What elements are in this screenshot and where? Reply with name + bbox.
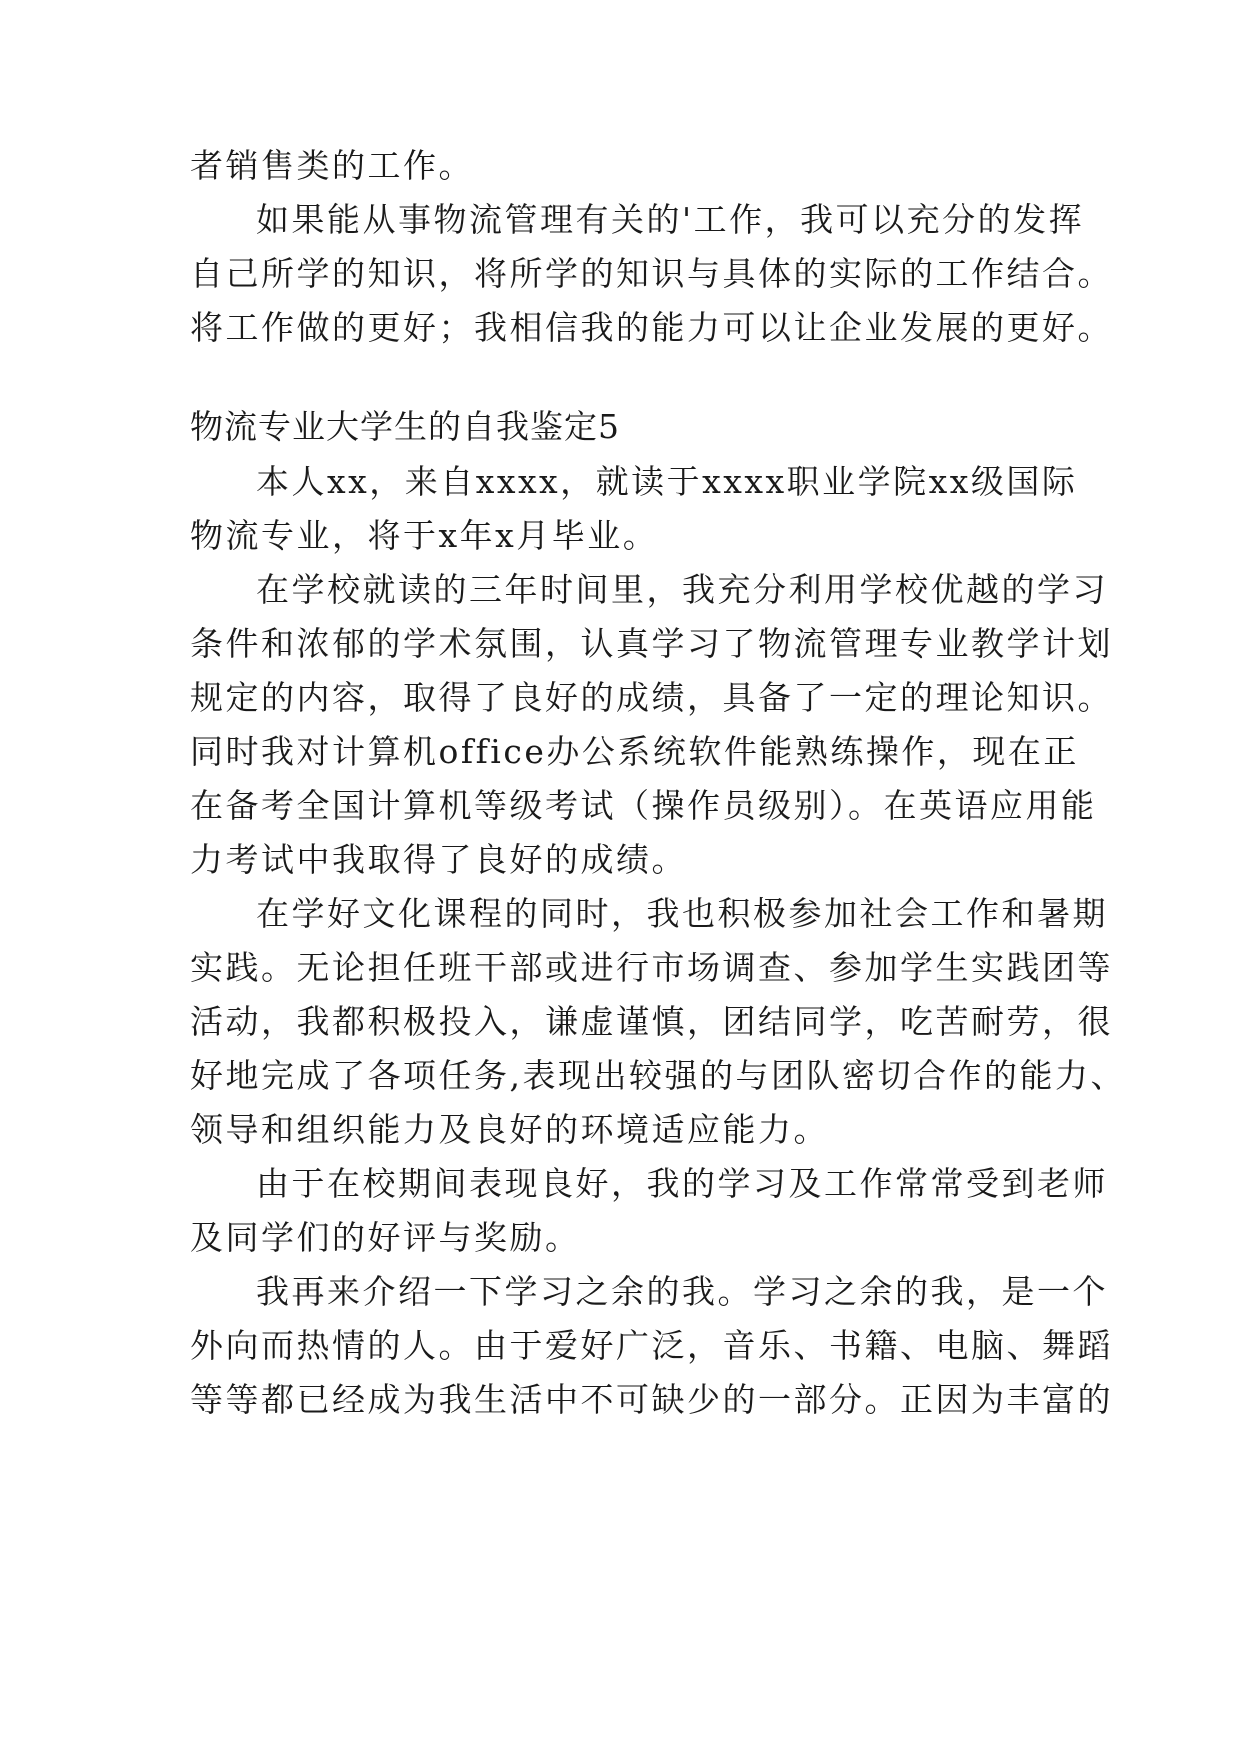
text-line: 由于在校期间表现良好，我的学习及工作常常受到老师 xyxy=(256,1164,1108,1203)
text-line: 领导和组织能力及良好的环境适应能力。 xyxy=(190,1110,829,1149)
text-line: 在学好文化课程的同时，我也积极参加社会工作和暑期 xyxy=(256,894,1108,933)
text-line: 力考试中我取得了良好的成绩。 xyxy=(190,840,687,879)
text-line: 外向而热情的人。由于爱好广泛，音乐、书籍、电脑、舞蹈 xyxy=(190,1326,1113,1365)
text-line: 我再来介绍一下学习之余的我。学习之余的我，是一个 xyxy=(256,1272,1108,1311)
text-line: 者销售类的工作。 xyxy=(190,146,474,185)
text-line: 将工作做的更好；我相信我的能力可以让企业发展的更好。 xyxy=(190,308,1113,347)
text-line: 规定的内容，取得了良好的成绩，具备了一定的理论知识。 xyxy=(190,678,1113,717)
text-line: 在备考全国计算机等级考试（操作员级别）。在英语应用能 xyxy=(190,786,1097,825)
text-line: 本人xx，来自xxxx，就读于xxxx职业学院xx级国际 xyxy=(256,462,1078,501)
text-line: 在学校就读的三年时间里，我充分利用学校优越的学习 xyxy=(256,570,1108,609)
text-line: 好地完成了各项任务,表现出较强的与团队密切合作的能力、 xyxy=(190,1056,1126,1095)
text-line: 及同学们的好评与奖励。 xyxy=(190,1218,581,1257)
section-heading: 物流专业大学生的自我鉴定5 xyxy=(190,407,620,446)
text-line: 如果能从事物流管理有关的'工作，我可以充分的发挥 xyxy=(256,200,1085,239)
text-line: 活动，我都积极投入，谦虚谨慎，团结同学，吃苦耐劳，很 xyxy=(190,1002,1113,1041)
text-line: 物流专业，将于x年x月毕业。 xyxy=(190,516,659,555)
text-line: 条件和浓郁的学术氛围，认真学习了物流管理专业教学计划 xyxy=(190,624,1113,663)
text-line: 同时我对计算机office办公系统软件能熟练操作，现在正 xyxy=(190,732,1079,771)
text-line: 等等都已经成为我生活中不可缺少的一部分。正因为丰富的 xyxy=(190,1380,1113,1419)
text-line: 自己所学的知识，将所学的知识与具体的实际的工作结合。 xyxy=(190,254,1113,293)
text-line: 实践。无论担任班干部或进行市场调查、参加学生实践团等 xyxy=(190,948,1113,987)
